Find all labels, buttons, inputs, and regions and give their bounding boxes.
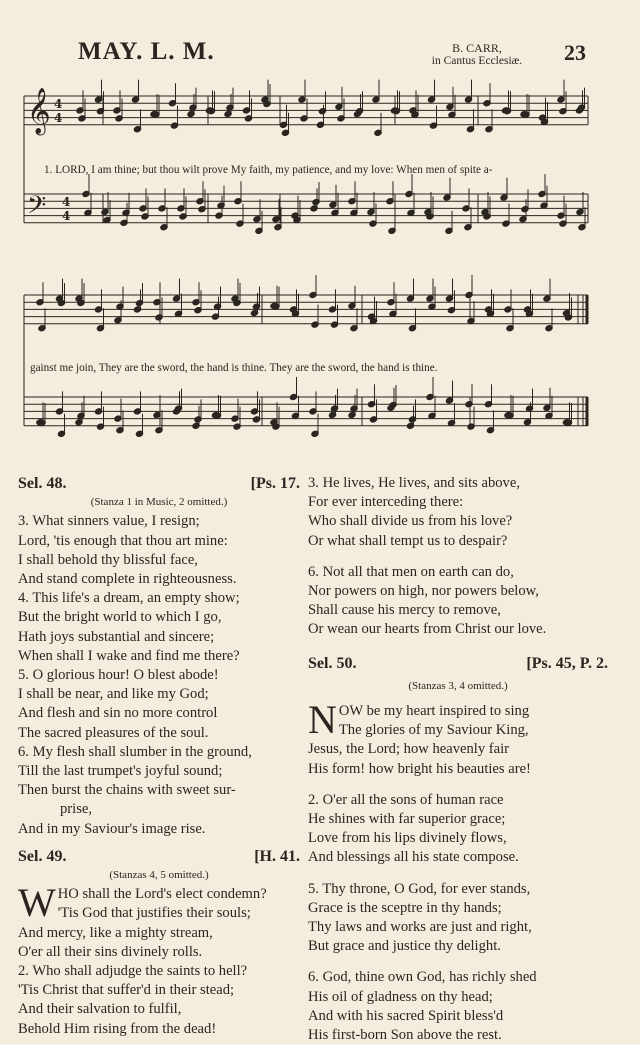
sel49-header bbox=[18, 847, 300, 866]
verse-line: I shall be near, and like my God; bbox=[18, 686, 209, 703]
svg-text:4: 4 bbox=[62, 195, 71, 209]
sel48-note: (Stanza 1 in Music, 2 omitted.) bbox=[90, 496, 228, 509]
verse-line: 2. O'er all the sons of human race bbox=[308, 791, 504, 808]
verse-line: Nor powers on high, nor powers below, bbox=[308, 583, 539, 600]
verse-line: Shall cause his mercy to remove, bbox=[308, 602, 501, 619]
verse-line: But the bright world to which I go, bbox=[18, 609, 222, 626]
verse-line: Lord, 'tis enough that thou art mine: bbox=[18, 532, 228, 549]
verse-line: The glories of my Saviour King, bbox=[338, 722, 529, 739]
verse-line: 6. Not all that men on earth can do, bbox=[308, 563, 514, 580]
verse-line: For ever interceding there: bbox=[308, 494, 464, 511]
verse-line: Who shall divide us from his love? bbox=[308, 513, 513, 530]
verse-line: 'Tis Christ that suffer'd in their stead; bbox=[18, 982, 235, 999]
verse-line: 5. O glorious hour! O blest abode! bbox=[18, 667, 219, 684]
sel50-first-line: OW be my heart inspired to sing bbox=[338, 703, 530, 720]
verse-line: Behold Him rising from the dead! bbox=[18, 1020, 217, 1037]
sel50-header bbox=[308, 654, 608, 673]
sel50-stanza-5 bbox=[308, 880, 608, 957]
verse-line: Then burst the chains with sweet sur- bbox=[18, 782, 236, 799]
verse-line: The sacred pleasures of the soul. bbox=[18, 724, 209, 741]
stanza bbox=[18, 512, 300, 589]
sel48-header bbox=[18, 474, 300, 493]
sel50-heading: Sel. 50. bbox=[308, 654, 357, 672]
verse-line: And mercy, like a mighty stream, bbox=[18, 924, 213, 941]
verse-line: 6. God, thine own God, has richly shed bbox=[308, 969, 537, 986]
verse-line: Love from his lips divinely flows, bbox=[308, 830, 507, 847]
sel49-first-line: HO shall the Lord's elect condemn? bbox=[57, 886, 267, 903]
composer-source: in Cantus Ecclesiæ. bbox=[431, 55, 523, 67]
stanza bbox=[18, 666, 300, 743]
verse-line: Or what shall tempt us to despair? bbox=[308, 532, 508, 549]
svg-text:4: 4 bbox=[54, 111, 63, 125]
sel49-dropcap: W bbox=[18, 880, 56, 926]
sel48-ref: [Ps. 17. bbox=[250, 475, 300, 492]
verse-line: Jesus, the Lord; how heavenly fair bbox=[308, 741, 510, 758]
verse-line: Or wean our hearts from Christ our love. bbox=[308, 621, 547, 638]
right-column bbox=[308, 474, 608, 1045]
verse-line: 3. He lives, He lives, and sits above, bbox=[308, 475, 520, 491]
sel50-stanza-1 bbox=[308, 697, 608, 779]
verse-line: His form! how bright his beauties are! bbox=[308, 760, 531, 777]
verse-line: His first-born Son above the rest. bbox=[308, 1027, 502, 1044]
verse-line: 2. Who shall adjudge the saints to hell? bbox=[18, 963, 248, 980]
lyric-line-1: 1. LORD, I am thine; but thou wilt prove My faith, my patience, and my love: When men of spite a- bbox=[44, 164, 493, 176]
verse-line: I shall behold thy blissful face, bbox=[18, 551, 198, 568]
verse-line: Grace is the sceptre in thy hands; bbox=[308, 899, 502, 916]
sel49-stanza-3 bbox=[308, 474, 608, 551]
sel49-stanza-6 bbox=[308, 563, 608, 640]
sel49-heading: Sel. 49. bbox=[18, 847, 67, 865]
sel49-stanza-1 bbox=[18, 880, 300, 962]
verse-line: 6. My flesh shall slumber in the ground, bbox=[18, 743, 252, 760]
sel49-note: (Stanzas 4, 5 omitted.) bbox=[109, 869, 209, 882]
stanza bbox=[18, 589, 300, 666]
verse-line: And in my Saviour's image rise. bbox=[18, 820, 206, 837]
music-score bbox=[0, 0, 640, 460]
verse-line: And flesh and sin no more control bbox=[18, 705, 218, 722]
verse-line: Till the last trumpet's joyful sound; bbox=[18, 763, 223, 780]
svg-text:𝄢: 𝄢 bbox=[27, 191, 47, 226]
page-number: 23 bbox=[564, 40, 586, 65]
verse-line: And blessings all his state compose. bbox=[308, 849, 519, 866]
sel50-note: (Stanzas 3, 4 omitted.) bbox=[408, 679, 508, 692]
verse-line: But grace and justice thy delight. bbox=[308, 938, 501, 955]
verse-line: 'Tis God that justifies their souls; bbox=[57, 905, 251, 922]
svg-text:4: 4 bbox=[62, 209, 71, 223]
sel48-body bbox=[18, 512, 300, 838]
verse-line: 5. Thy throne, O God, for ever stands, bbox=[308, 880, 531, 897]
sel50-stanza-6 bbox=[308, 968, 608, 1045]
verse-line: When shall I wake and find me there? bbox=[18, 647, 240, 664]
verse-line: 4. This life's a dream, an empty show; bbox=[18, 590, 240, 607]
hymn-title: MAY. L. M. bbox=[78, 38, 215, 65]
lyric-line-2: gainst me join, They are the sword, the hand is thine. They are the sword, the hand is thine. bbox=[30, 362, 438, 374]
verse-line: Thy laws and works are just and right, bbox=[308, 919, 532, 936]
sel49-ref: [H. 41. bbox=[254, 847, 300, 865]
composer-name: B. CARR, bbox=[452, 41, 502, 55]
svg-text:𝄞: 𝄞 bbox=[27, 88, 51, 134]
verse-line: Hath joys substantial and sincere; bbox=[18, 628, 215, 645]
left-column bbox=[18, 474, 300, 1039]
verse-line: prise, bbox=[60, 801, 93, 818]
verse-line: 3. What sinners value, I resign; bbox=[18, 513, 200, 530]
sel50-dropcap: N bbox=[308, 697, 337, 743]
sel48-heading: Sel. 48. bbox=[18, 475, 67, 492]
verse-line: And stand complete in righteousness. bbox=[18, 571, 237, 588]
sel50-ref: [Ps. 45, P. 2. bbox=[526, 654, 608, 672]
verse-line: He shines with far superior grace; bbox=[308, 811, 506, 828]
sel49-stanza-2 bbox=[18, 962, 300, 1039]
verse-line: And their salvation to fulfil, bbox=[18, 1001, 182, 1018]
verse-line: And with his sacred Spirit bless'd bbox=[308, 1007, 504, 1024]
verse-line: His oil of gladness on thy head; bbox=[308, 988, 493, 1005]
verse-line: O'er all their sins divinely rolls. bbox=[18, 943, 203, 960]
svg-text:4: 4 bbox=[54, 97, 63, 111]
sel50-stanza-2 bbox=[308, 791, 608, 868]
stanza bbox=[18, 743, 300, 839]
